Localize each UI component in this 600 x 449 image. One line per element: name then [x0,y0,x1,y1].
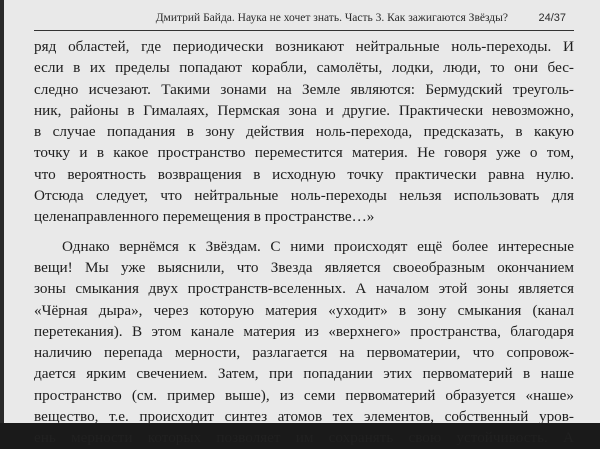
text-line: Отсюда следует, что нейтральные ноль-переходы нельзя использовать для [34,187,574,205]
text-line: точку и в какое пространство переместится материя. Не говоря уже о том, [34,144,574,162]
text-line: пространство (см. пример выше), из семи первоматерий образуется «наше» [34,386,574,404]
text-line: дается ярким свечением. Затем, при попадании этих первоматерий в наше [34,365,574,383]
text-line: если в их пределы попадают корабли, самолёты, лодки, люди, то они бес- [34,59,574,77]
text-line: целенаправленного перемещения в пространстве…» [34,208,375,226]
text-line: ник, районы в Гималаях, Пермская зона и другие. Практически невозможно, [34,101,574,119]
text-line: «Чёрная дыра», через которую материя «уходит» в зону смыкания (канал [34,301,574,319]
text-line: следно исчезают. Такими зонами на Земле являются: Бермудский треуголь- [34,80,574,98]
text-line: вещество, т.е. происходит синтез атомов тех элементов, собственный уров- [34,408,574,426]
header-title: Дмитрий Байда. Наука не хочет знать. Часть 3. Как зажигаются Звёзды? [155,12,508,24]
text-line: зоны смыкания двух пространств-вселенных. А началом этой зоны является [34,280,574,298]
text-line: наличию перепада мерности, разлагается на первоматерии, что сопровож- [34,344,574,362]
text-line: вещи! Мы уже выяснили, что Звезда является своеобразным окончанием [34,258,574,276]
page-number: 24/37 [538,12,566,24]
paragraph-2 [34,236,574,449]
running-header [34,8,574,31]
text-line: ень мерности которых позволяет им сохранять свою устойчивость. А [34,429,574,447]
text-line: Однако вернёмся к Звёздам. С ними происходят ещё более интересные [62,237,574,255]
document-body [34,36,574,449]
text-line: что вероятность возвращения в исходную точку практически равна нулю. [34,165,574,183]
text-line: в случае попадания в зону действия ноль-перехода, предсказать, в какую [34,123,574,141]
text-line: ряд областей, где периодически возникают нейтральные ноль-переходы. И [34,38,574,55]
paragraph-1 [34,36,574,228]
text-line: перетекания). В этом канале материя из «верхнего» пространства, благодаря [34,322,574,340]
